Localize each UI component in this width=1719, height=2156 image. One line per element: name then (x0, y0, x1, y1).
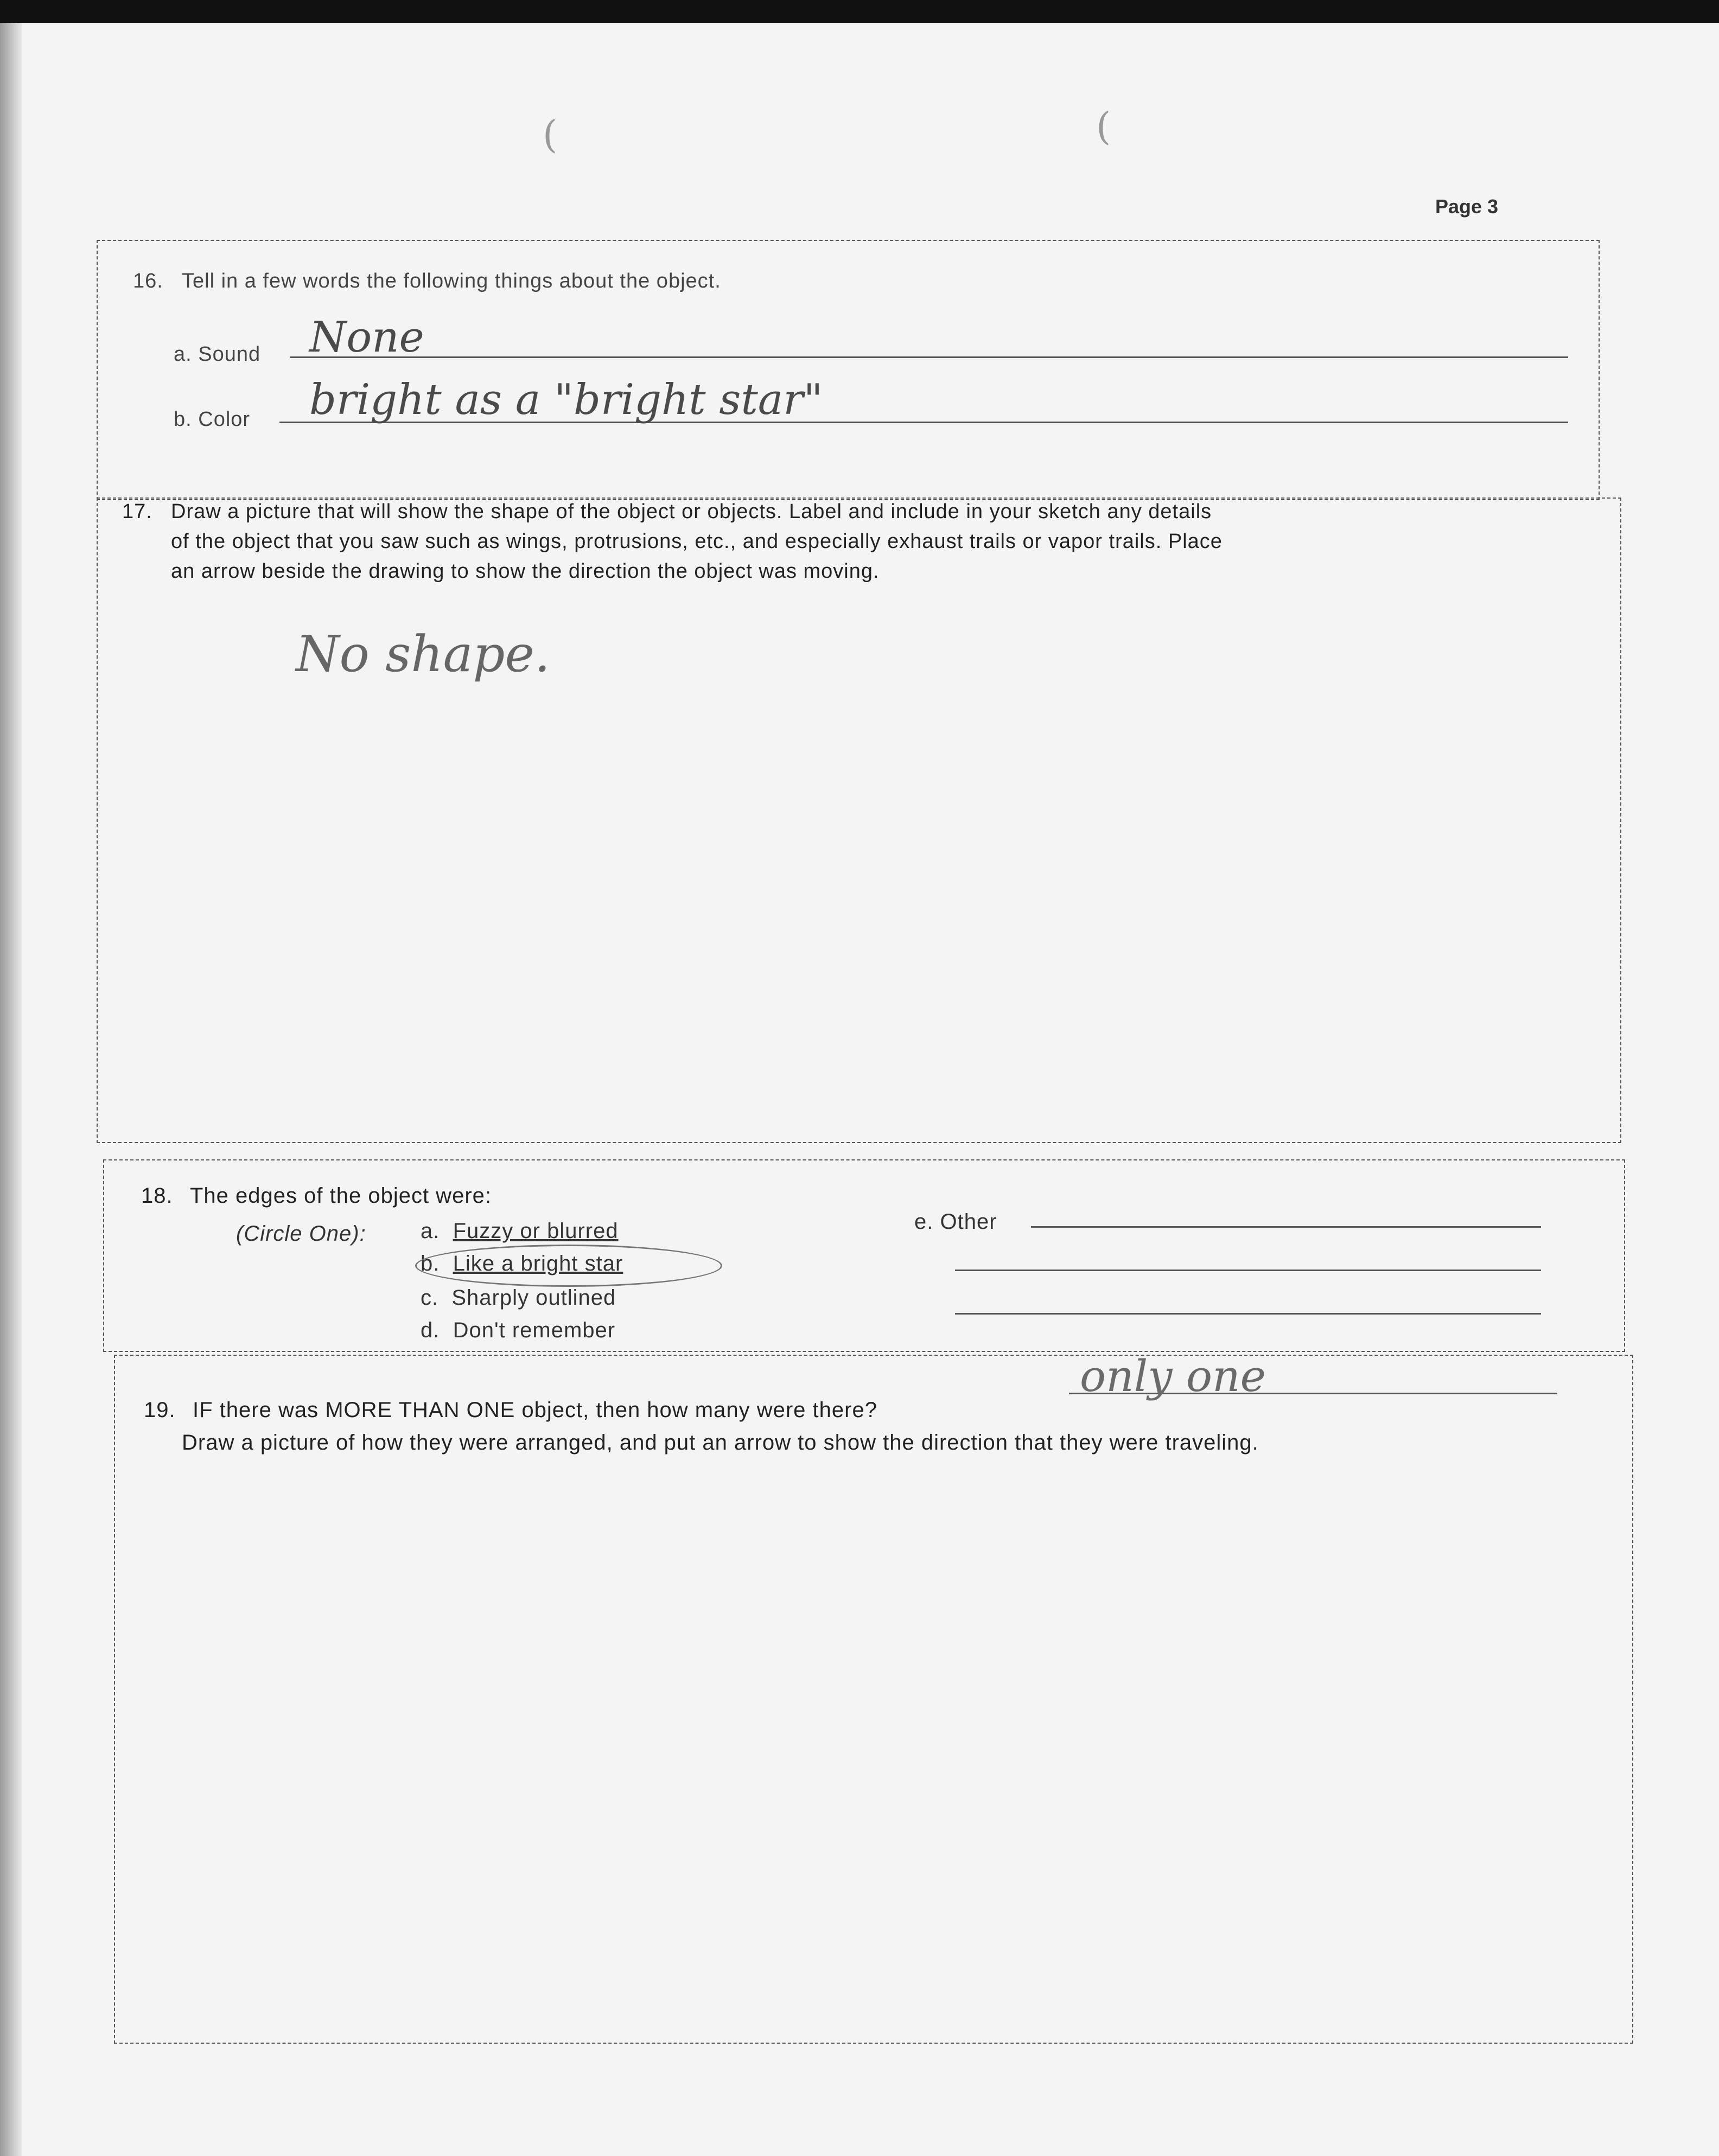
question-19-prompt-line-2: Draw a picture of how they were arranged, and put an arrow to show the direction that they were traveling. (182, 1431, 1259, 1455)
punch-mark-left: ( (543, 112, 558, 157)
question-17-text-1: Draw a picture that will show the shape of the object or objects. Label and include in your sketch any details (171, 500, 1212, 523)
question-19-number: 19. (144, 1398, 176, 1422)
option-b-circled-mark (415, 1245, 722, 1287)
option-d-text: Don't remember (453, 1318, 616, 1342)
question-17-prompt-line-2: of the object that you saw such as wings, protrusions, etc., and especially exhaust trails or vapor trails. Place (171, 530, 1223, 553)
question-18-prompt (141, 1184, 492, 1208)
scan-top-border (0, 0, 1719, 23)
other-answer-line-3[interactable] (955, 1313, 1541, 1315)
option-c[interactable] (421, 1286, 616, 1310)
question-18-number: 18. (141, 1184, 173, 1208)
question-18-text: The edges of the object were: (190, 1184, 492, 1208)
question-17-prompt-line-1 (122, 500, 1212, 524)
option-d[interactable] (421, 1318, 615, 1343)
other-answer-line-2[interactable] (955, 1270, 1541, 1271)
question-17-number: 17. (122, 500, 152, 523)
sound-label: a. Sound (174, 343, 261, 366)
option-c-text: Sharply outlined (451, 1286, 616, 1310)
question-19-prompt-line-1 (144, 1398, 877, 1423)
option-b-letter: b. (421, 1252, 440, 1275)
form-page (22, 23, 1719, 2156)
option-d-letter: d. (421, 1318, 440, 1342)
question-19-answer: only one (1080, 1351, 1266, 1401)
sound-answer: None (309, 313, 424, 362)
option-a-letter: a. (421, 1219, 440, 1243)
question-16-prompt (133, 270, 721, 293)
color-answer: bright as a "bright star" (309, 375, 823, 424)
color-label: b. Color (174, 408, 251, 431)
scan-left-shadow (0, 23, 22, 2156)
question-17-prompt-line-3: an arrow beside the drawing to show the direction the object was moving. (171, 560, 880, 583)
circle-one-instruction: (Circle One): (236, 1222, 366, 1246)
option-a[interactable] (421, 1219, 619, 1243)
other-label: e. Other (914, 1210, 997, 1234)
other-answer-line-1[interactable] (1031, 1226, 1541, 1228)
option-b-text: Like a bright star (453, 1252, 623, 1275)
question-19-text-1: IF there was MORE THAN ONE object, then how many were there? (193, 1398, 877, 1422)
arrangement-drawing-area[interactable] (141, 1477, 1606, 2019)
question-16-number: 16. (133, 270, 163, 292)
option-a-text: Fuzzy or blurred (453, 1219, 619, 1243)
option-c-letter: c. (421, 1286, 439, 1310)
question-17-answer: No shape. (296, 625, 551, 683)
sound-answer-line[interactable] (290, 356, 1568, 358)
punch-mark-right: ( (1096, 104, 1111, 149)
page-number: Page 3 (1435, 195, 1499, 218)
question-16-text: Tell in a few words the following things about the object. (182, 270, 721, 292)
drawing-area[interactable] (130, 701, 1584, 1124)
